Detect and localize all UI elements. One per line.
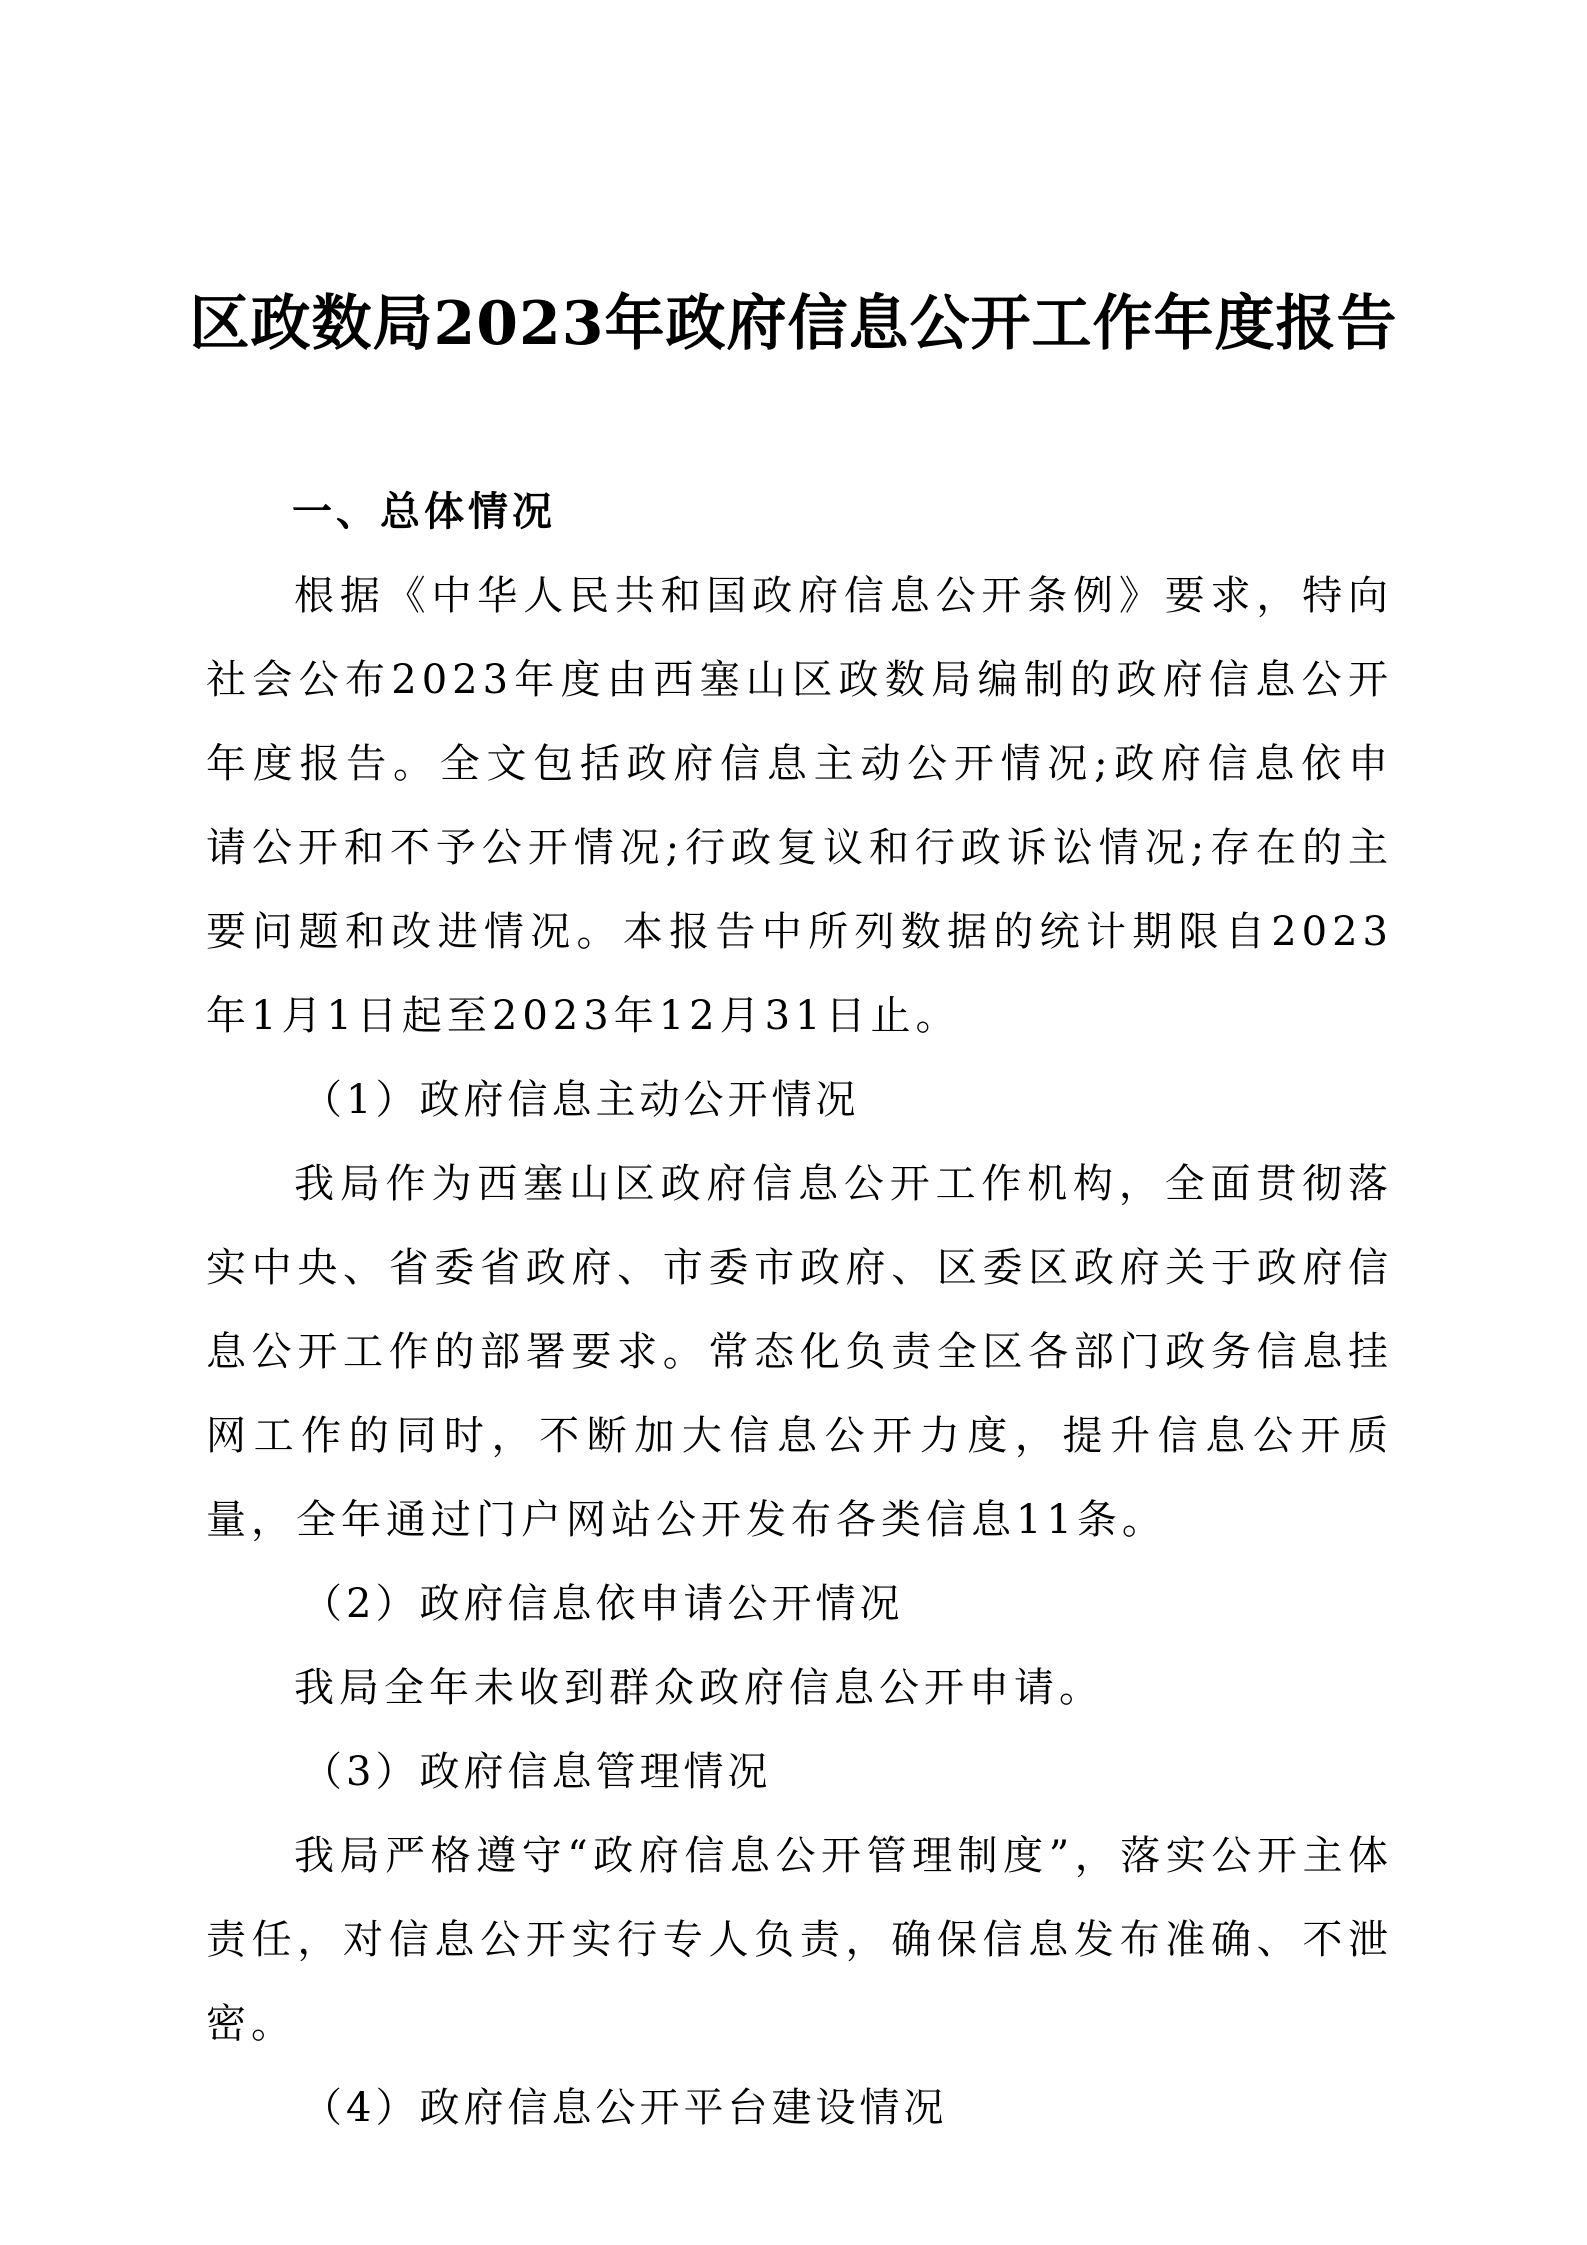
intro-paragraph: 根据《中华人民共和国政府信息公开条例》要求，特向社会公布2023年度由西塞山区政数局编制的政府信息公开年度报告。全文包括政府信息主动公开情况;政府信息依申请公开和不予公开情况;行政复议和行政诉讼情况;存在的主要问题和改进情况。本报告中所列数据的统计期限自2023年1月1日起至2023年12月31日止。	[206, 573, 1393, 1039]
section-heading-overview: 一、总体情况	[292, 489, 556, 535]
page-title: 区政数局2023年政府信息公开工作年度报告	[189, 289, 1398, 359]
subsection-heading-application-disclosure: （2）政府信息依申请公开情况	[302, 1581, 904, 1627]
subsection-heading-information-management: （3）政府信息管理情况	[302, 1749, 772, 1795]
information-management-paragraph: 我局严格遵守“政府信息公开管理制度”，落实公开主体责任，对信息公开实行专人负责，确保信息发布准确、不泄密。	[206, 1833, 1393, 2047]
proactive-disclosure-paragraph: 我局作为西塞山区政府信息公开工作机构，全面贯彻落实中央、省委省政府、市委市政府、区委区政府关于政府信息公开工作的部署要求。常态化负责全区各部门政务信息挂网工作的同时，不断加大信息公开力度，提升信息公开质量，全年通过门户网站公开发布各类信息11条。	[206, 1161, 1393, 1543]
application-disclosure-paragraph: 我局全年未收到群众政府信息公开申请。	[294, 1665, 1104, 1711]
subsection-heading-proactive-disclosure: （1）政府信息主动公开情况	[302, 1077, 860, 1123]
subsection-heading-platform-construction: （4）政府信息公开平台建设情况	[302, 2085, 948, 2131]
document-body	[206, 470, 1393, 2150]
